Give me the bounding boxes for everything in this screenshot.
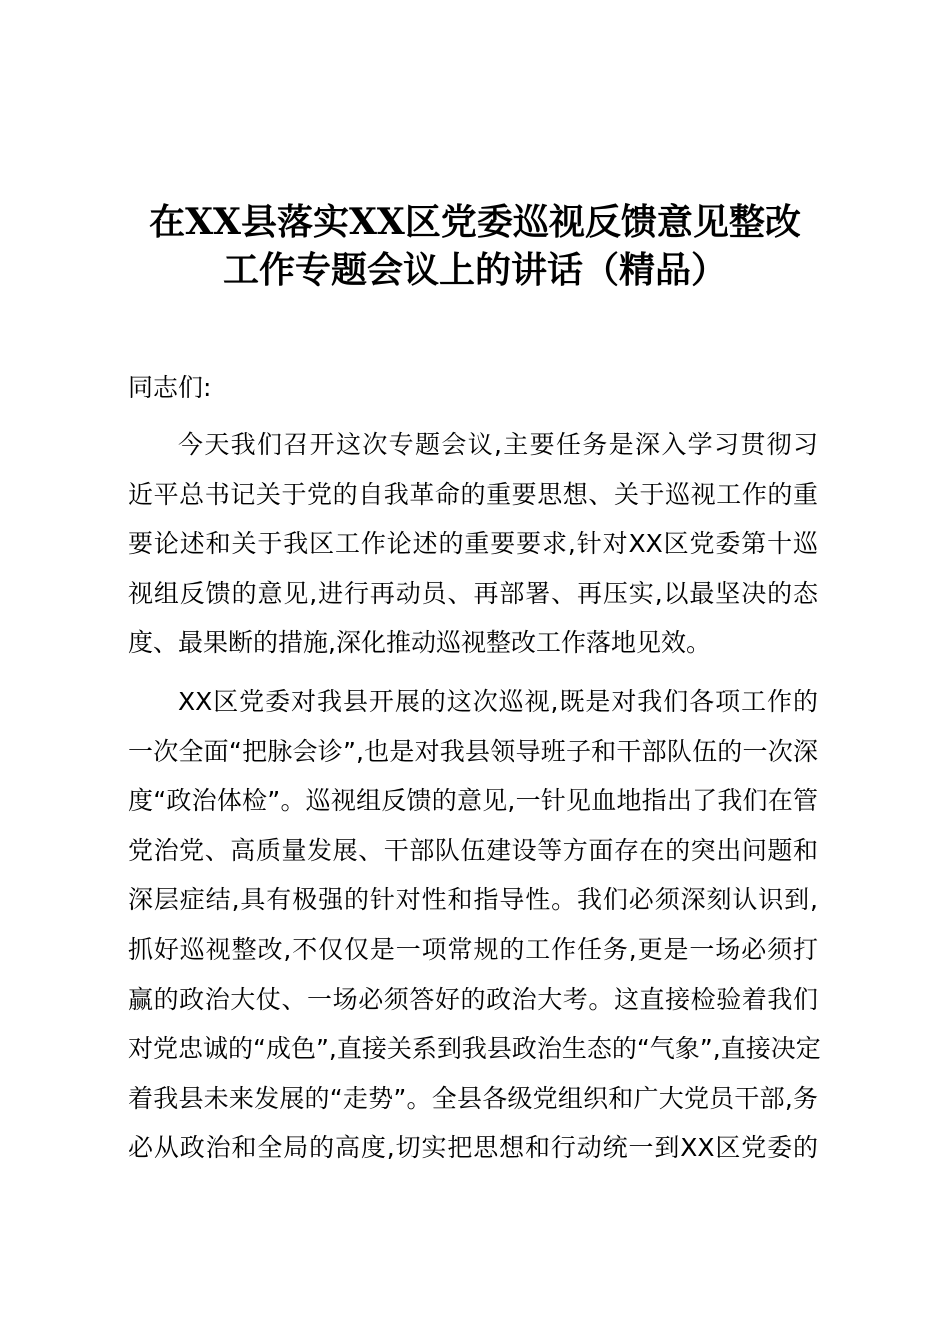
text-line: 赢的政治大仗、一场必须答好的政治大考。这直接检验着我们 — [128, 984, 818, 1014]
greeting: 同志们: — [128, 373, 212, 402]
text-line: 今天我们召开这次专题会议,主要任务是深入学习贯彻习 — [178, 430, 818, 459]
text-line: 必从政治和全局的高度,切实把思想和行动统一到XX区党委的 — [128, 1133, 818, 1163]
text-line: 度、最果断的措施,深化推动巡视整改工作落地见效。 — [128, 628, 711, 658]
paragraph-1 — [128, 420, 818, 668]
text-line: 要论述和关于我区工作论述的重要要求,针对XX区党委第十巡 — [128, 529, 818, 559]
title-line-2: 工作专题会议上的讲话（精品） — [222, 249, 727, 291]
text-line: 度“政治体检”。巡视组反馈的意见,一针见血地指出了我们在管 — [128, 786, 818, 816]
text-line: 深层症结,具有极强的针对性和指导性。我们必须深刻认识到, — [128, 885, 818, 915]
text-line: XX区党委对我县开展的这次巡视,既是对我们各项工作的 — [178, 687, 818, 716]
text-line: 党治党、高质量发展、干部队伍建设等方面存在的突出问题和 — [128, 835, 818, 865]
title-line-1: 在XX县落实XX区党委巡视反馈意见整改 — [149, 201, 801, 243]
text-line: 着我县未来发展的“走势”。全县各级党组织和广大党员干部,务 — [128, 1083, 818, 1113]
text-line: 抓好巡视整改,不仅仅是一项常规的工作任务,更是一场必须打 — [128, 934, 818, 964]
text-line: 近平总书记关于党的自我革命的重要思想、关于巡视工作的重 — [128, 479, 818, 509]
paragraph-2 — [128, 677, 821, 1173]
text-line: 对党忠诚的“成色”,直接关系到我县政治生态的“气象”,直接决定 — [128, 1034, 821, 1064]
text-line: 视组反馈的意见,进行再动员、再部署、再压实,以最坚决的态 — [128, 578, 818, 608]
text-line: 一次全面“把脉会诊”,也是对我县领导班子和干部队伍的一次深 — [128, 736, 818, 766]
